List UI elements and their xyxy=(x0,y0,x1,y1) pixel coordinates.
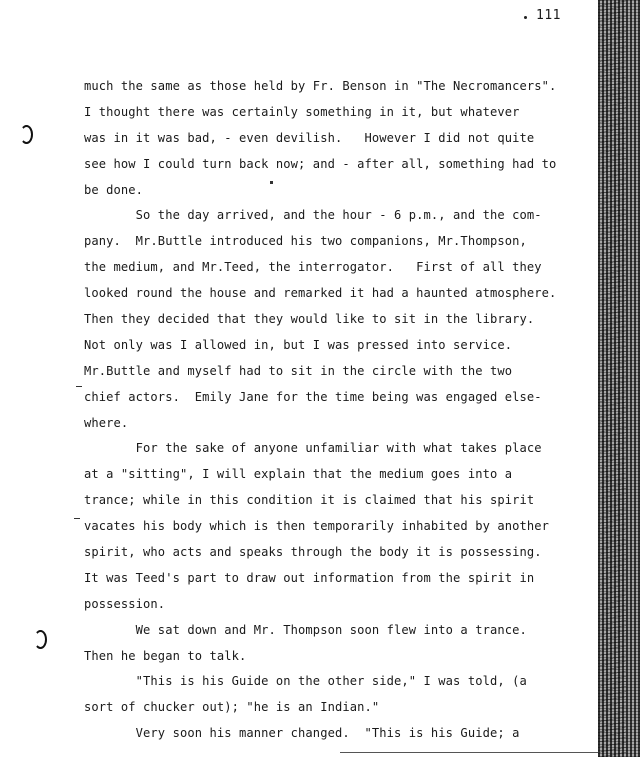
text-line: was in it was bad, - even devilish. However I did not quite xyxy=(84,130,535,145)
ink-dot xyxy=(524,16,527,19)
text-line: possession. xyxy=(84,596,166,611)
text-line: be done. xyxy=(84,182,144,197)
text-line: "This is his Guide on the other side," I was told, (a xyxy=(84,674,527,689)
body-text xyxy=(84,74,584,747)
text-line: looked round the house and remarked it had a haunted atmosphere. xyxy=(84,286,557,301)
text-line: Not only was I allowed in, but I was pressed into service. xyxy=(84,337,513,352)
text-line: see how I could turn back now; and - after all, something had to xyxy=(84,156,557,171)
punch-hole-mark xyxy=(20,125,33,144)
ink-speck xyxy=(74,518,80,519)
text-line: trance; while in this condition it is claimed that his spirit xyxy=(84,493,535,508)
text-line: I thought there was certainly something in it, but whatever xyxy=(84,104,520,119)
text-line: It was Teed's part to draw out information from the spirit in xyxy=(84,570,535,585)
page-edge-texture xyxy=(600,0,626,757)
text-line: Mr.Buttle and myself had to sit in the circle with the two xyxy=(84,363,513,378)
text-line: much the same as those held by Fr. Benson in "The Necromancers". xyxy=(84,79,557,93)
text-line: Then they decided that they would like to sit in the library. xyxy=(84,312,535,327)
text-line: at a "sitting", I will explain that the medium goes into a xyxy=(84,467,513,482)
scan-edge-line xyxy=(340,752,598,753)
text-line: pany. Mr.Buttle introduced his two companions, Mr.Thompson, xyxy=(84,234,527,249)
punch-hole-mark xyxy=(34,630,47,649)
ink-speck xyxy=(76,386,82,387)
page-number: 111 xyxy=(536,8,561,23)
text-line: vacates his body which is then temporarily inhabited by another xyxy=(84,519,550,534)
text-line: Then he began to talk. xyxy=(84,648,247,663)
text-line: where. xyxy=(84,415,129,430)
text-line: We sat down and Mr. Thompson soon flew into a trance. xyxy=(84,622,527,637)
text-line: the medium, and Mr.Teed, the interrogator. First of all they xyxy=(84,260,542,275)
text-line: chief actors. Emily Jane for the time being was engaged else- xyxy=(84,389,542,404)
text-line: spirit, who acts and speaks through the body it is possessing. xyxy=(84,545,542,560)
text-line: Very soon his manner changed. "This is his Guide; a xyxy=(84,726,520,741)
text-line: sort of chucker out); "he is an Indian." xyxy=(84,700,380,715)
text-line: For the sake of anyone unfamiliar with what takes place xyxy=(84,441,542,456)
text-line: So the day arrived, and the hour - 6 p.m., and the com- xyxy=(84,208,542,223)
